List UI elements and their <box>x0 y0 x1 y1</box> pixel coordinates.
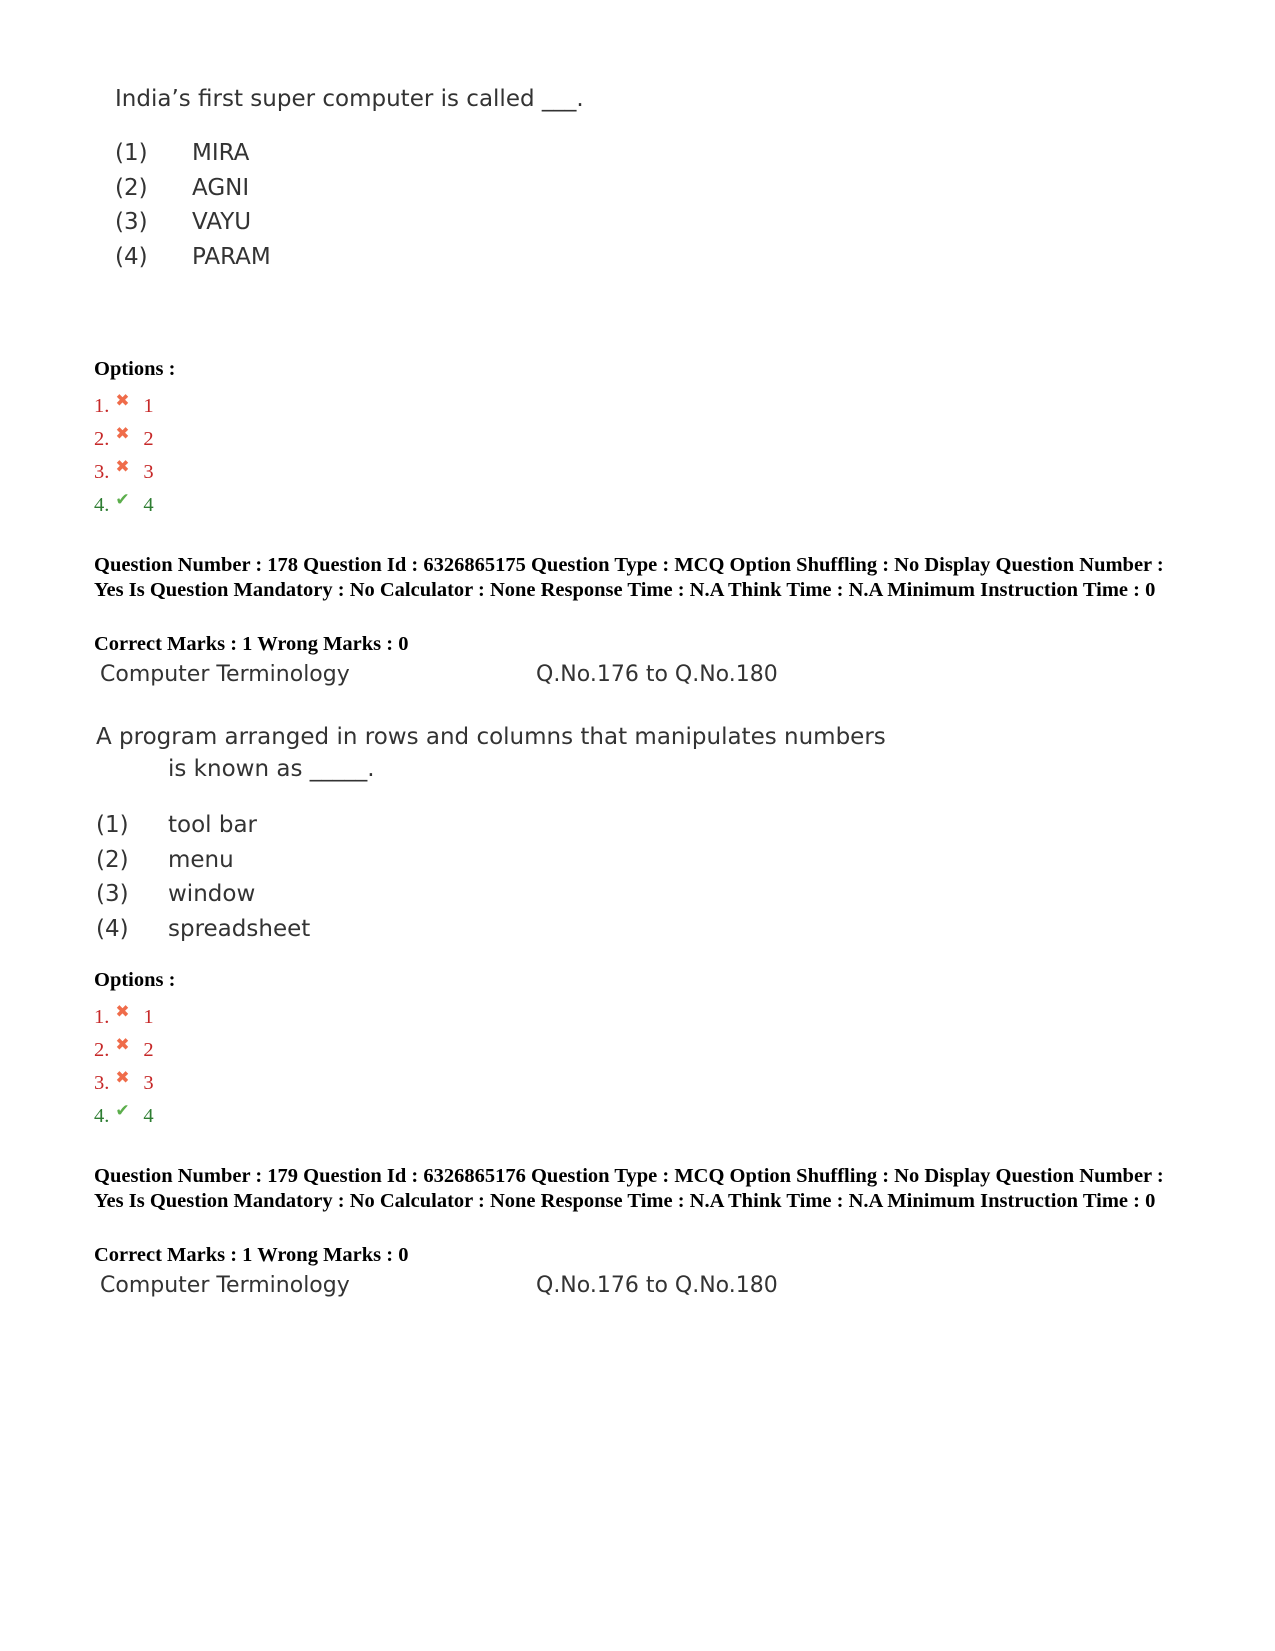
choice-number: (3) <box>115 209 148 235</box>
option-value: 1 <box>143 395 154 417</box>
section-header <box>100 1273 778 1298</box>
choice <box>96 916 886 951</box>
choice-number: (1) <box>115 140 148 166</box>
option-row <box>94 1067 175 1100</box>
choice-text: PARAM <box>192 243 271 270</box>
question-range: Q.No.176 to Q.No.180 <box>536 1273 778 1298</box>
option-row <box>94 1034 175 1067</box>
choice <box>96 847 886 882</box>
choice-text: tool bar <box>168 812 258 838</box>
options-label: Options : <box>94 358 176 380</box>
choice-number: (2) <box>96 846 129 873</box>
question-range: Q.No.176 to Q.No.180 <box>536 662 778 687</box>
check-icon: ✔ <box>115 1100 130 1120</box>
option-row <box>94 456 175 489</box>
question-stem-cont: is known as _____. <box>168 756 375 782</box>
choice-number: (3) <box>96 881 129 907</box>
question-stem: A program arranged in rows and columns that manipulates numbers <box>96 724 886 750</box>
question-178-marks: Correct Marks : 1 Wrong Marks : 0 <box>94 633 409 655</box>
option-row <box>94 423 175 456</box>
choice-number: (2) <box>115 174 148 201</box>
options-list <box>94 969 175 1133</box>
cross-icon: ✖ <box>115 1067 130 1087</box>
option-value: 4 <box>143 1105 154 1127</box>
check-icon: ✔ <box>115 489 130 509</box>
options-label: Options : <box>94 969 176 991</box>
choice <box>115 209 584 244</box>
choice <box>115 175 584 210</box>
option-value: 2 <box>143 428 154 450</box>
option-row <box>94 390 175 423</box>
choice <box>115 244 584 279</box>
section-header <box>100 662 778 687</box>
choice-text: VAYU <box>192 209 252 235</box>
question-179-meta: Question Number : 179 Question Id : 6326865176 Question Type : MCQ Option Shuffling : No Display Question Number : Yes Is Question Mandatory : No Calculator : None Response Time : N.A Think Time : N.A Minimum Instruction Time : 0 <box>94 1165 1164 1212</box>
option-value: 3 <box>143 1072 154 1094</box>
option-number: 4. <box>94 494 110 516</box>
choice-text: window <box>168 881 256 907</box>
choice-text: AGNI <box>192 174 250 201</box>
option-row <box>94 1100 175 1133</box>
choice-text: MIRA <box>192 140 250 166</box>
option-number: 3. <box>94 1072 110 1094</box>
question-177-image <box>115 86 584 278</box>
option-number: 1. <box>94 395 110 417</box>
option-value: 1 <box>143 1006 154 1028</box>
choice-number: (4) <box>115 243 148 270</box>
option-value: 4 <box>143 494 154 516</box>
cross-icon: ✖ <box>115 390 130 410</box>
question-178-image <box>96 724 886 950</box>
option-value: 3 <box>143 461 154 483</box>
choice <box>115 140 584 175</box>
option-number: 1. <box>94 1006 110 1028</box>
choice-number: (4) <box>96 915 129 942</box>
option-number: 3. <box>94 461 110 483</box>
choice <box>96 881 886 916</box>
question-stem: India’s first super computer is called ___. <box>115 86 584 112</box>
choice <box>96 812 886 847</box>
choice-text: menu <box>168 846 234 873</box>
cross-icon: ✖ <box>115 1001 130 1021</box>
option-row <box>94 1001 175 1034</box>
cross-icon: ✖ <box>115 423 130 443</box>
question-178-meta: Question Number : 178 Question Id : 6326865175 Question Type : MCQ Option Shuffling : No Display Question Number : Yes Is Question Mandatory : No Calculator : None Response Time : N.A Think Time : N.A Minimum Instruction Time : 0 <box>94 554 1164 601</box>
choice-number: (1) <box>96 812 129 838</box>
option-number: 2. <box>94 428 110 450</box>
cross-icon: ✖ <box>115 1034 130 1054</box>
option-value: 2 <box>143 1039 154 1061</box>
cross-icon: ✖ <box>115 456 130 476</box>
choice-text: spreadsheet <box>168 915 311 942</box>
question-179-marks: Correct Marks : 1 Wrong Marks : 0 <box>94 1244 409 1266</box>
option-number: 2. <box>94 1039 110 1061</box>
options-list <box>94 358 175 522</box>
section-name: Computer Terminology <box>100 662 350 687</box>
section-name: Computer Terminology <box>100 1273 350 1298</box>
option-row <box>94 489 175 522</box>
option-number: 4. <box>94 1105 110 1127</box>
